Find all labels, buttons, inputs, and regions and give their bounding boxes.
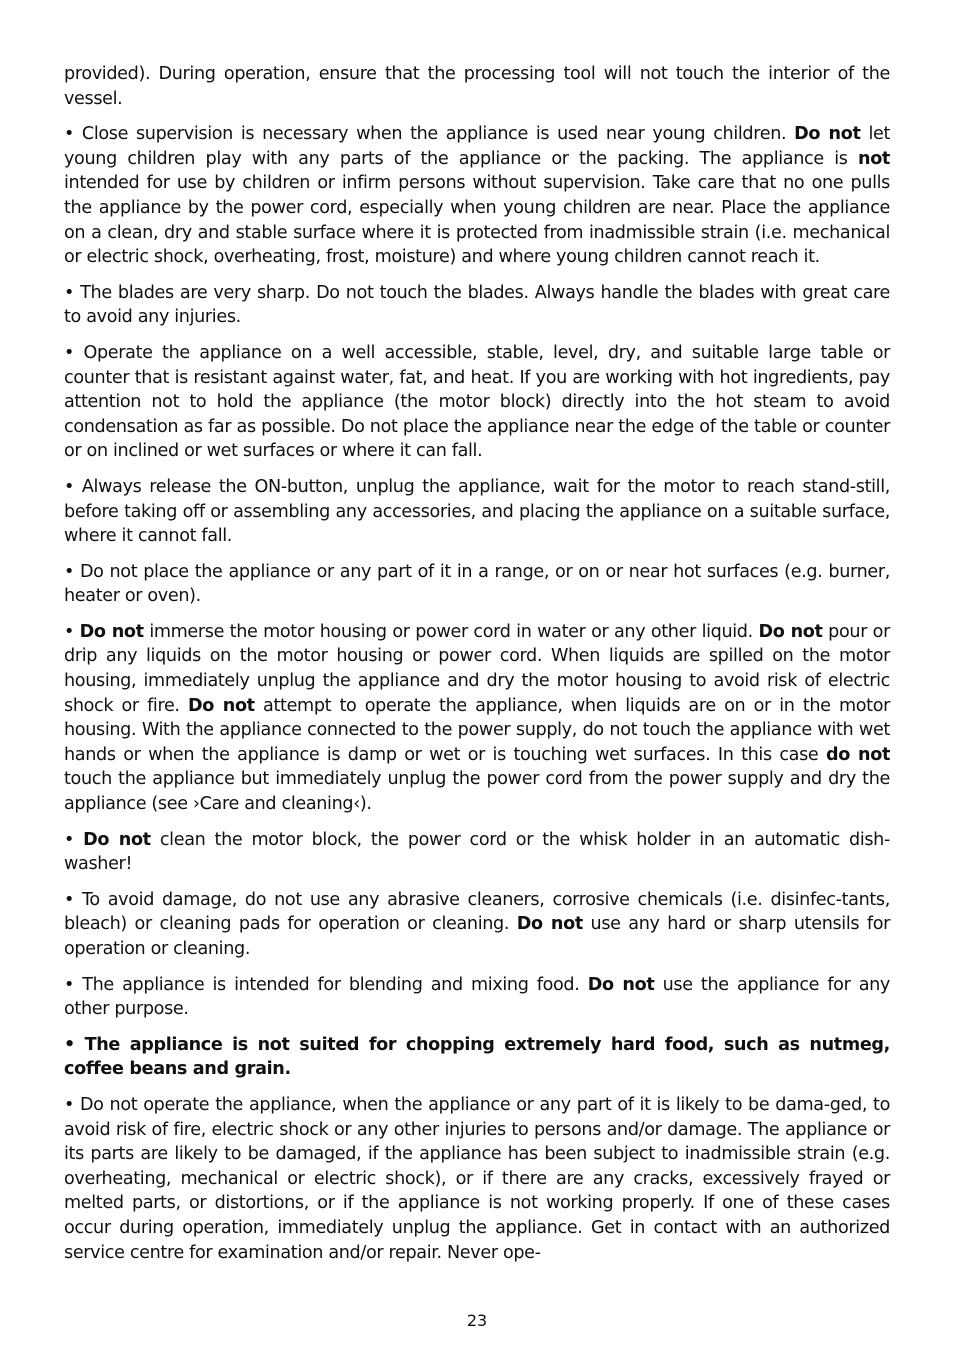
emphasis-do-not: Do not (83, 829, 151, 850)
text-run: touch the appliance but immediately unplug the power cord from the power supply and dry the appliance (see ›Care and cleaning‹). (64, 769, 890, 815)
text-run: let young children play with any parts of the appliance or the packing. The appliance is (64, 124, 891, 169)
paragraph-dishwasher (64, 828, 890, 877)
text-run: • Always release the ON-button, unplug the appliance, wait for the motor to reach stand-still, before taking off or assembling any accessories, and placing the appliance on a suitable surface, where it cannot fall. (64, 476, 890, 547)
text-run: • (64, 621, 80, 642)
emphasis-do-not: Do not (794, 124, 861, 145)
text-run: use the appliance for any other purpose. (64, 974, 890, 1020)
paragraph-abrasive-cleaners (64, 888, 890, 962)
emphasis-do-not: Do not (187, 695, 255, 716)
text-run: • Do not operate the appliance, when the appliance or any part of it is likely to be dama-ged, to avoid risk of fire, electric shock or any other injuries to persons and/or damage. The appliance or its parts are likely to be damaged, if the appliance has been subject to inadmissible strain (e.g. overheating, mechanical or electric shock), or if there are any cracks, excessively frayed or melted parts, or distortions, or if the appliance is not working properly. If one of these cases occur during operation, immediately unplug the appliance. Get in contact with an authorized service centre for examination and/or repair. Never ope- (64, 1094, 890, 1263)
text-run: provided). During operation, ensure that the processing tool will not touch the interior of the vessel. (64, 64, 890, 109)
text-run: intended for use by children or infirm persons without supervision. Take care that no one pulls the appliance by the power cord, especially when young children are near. Place the appliance on a clean, dry and stable surface where it is protected from inadmissible strain (i.e. mechanical or electric shock, overheating, frost, moisture) and where young children cannot reach it. (64, 173, 890, 268)
emphasis-do-not: Do not (79, 621, 144, 642)
paragraph-supervision-children (64, 122, 890, 270)
text-run: • The blades are very sharp. Do not touch the blades. Always handle the blades with great care to avoid any injuries. (64, 282, 890, 328)
text-run: • Operate the appliance on a well accessible, stable, level, dry, and suitable large table or counter that is resistant against water, fat, and heat. If you are working with hot ingredients, pay attention not to hold the appliance (the motor block) directly into the hot steam to avoid condensation as far as possible. Do not place the appliance near the edge of the table or counter or on inclined or wet surfaces or where it can fall. (64, 342, 890, 462)
text-run: clean the motor block, the power cord or the whisk holder in an automatic dish-washer! (64, 829, 890, 875)
text-run: • Do not place the appliance or any part of it in a range, or on or near hot surfaces (e.g. burner, heater or oven). (64, 561, 890, 607)
paragraph-release-on-button (64, 475, 890, 549)
emphasis-do-not: Do not (587, 974, 655, 995)
emphasis-do-not: Do not (758, 621, 823, 642)
text-run: • To avoid damage, do not use any abrasive cleaners, corrosive chemicals (i.e. disinfec-tants, bleach) or cleaning pads for operation or cleaning. (64, 889, 890, 935)
text-run: attempt to operate the appliance, when liquids are on or in the motor housing. With the appliance connected to the power supply, do not touch the appliance with wet hands or when the appliance is damp or wet or is touching wet surfaces. In this case (64, 695, 890, 765)
text-run: • Close supervision is necessary when the appliance is used near young children. (64, 124, 795, 145)
text-run: • The appliance is intended for blending and mixing food. (64, 974, 588, 995)
paragraph-liquids-warning (64, 620, 890, 817)
paragraph-processing-tool (64, 62, 890, 111)
emphasis-do-not: Do not (516, 914, 583, 935)
document-body (64, 62, 890, 1276)
bold-warning-text: • The appliance is not suited for chopping extremely hard food, such as nutmeg, coffee beans and grain. (64, 1034, 890, 1080)
text-run: use any hard or sharp utensils for operation or cleaning. (64, 914, 890, 959)
emphasis-do-not: do not (825, 744, 890, 765)
paragraph-damaged-appliance (64, 1093, 890, 1265)
text-run: • (64, 829, 84, 850)
paragraph-operating-surface (64, 341, 890, 464)
paragraph-hot-surfaces (64, 560, 890, 609)
paragraph-intended-use (64, 973, 890, 1022)
page-number: 23 (466, 1311, 488, 1330)
emphasis-not: not (858, 148, 890, 169)
text-run: pour or drip any liquids on the motor housing or power cord. When liquids are spilled on the motor housing, immediately unplug the appliance and dry the motor housing to avoid risk of electric shock or fire. (64, 621, 890, 716)
paragraph-hard-food-warning (64, 1033, 890, 1082)
text-run: immerse the motor housing or power cord in water or any other liquid. (143, 621, 759, 642)
paragraph-sharp-blades (64, 281, 890, 330)
